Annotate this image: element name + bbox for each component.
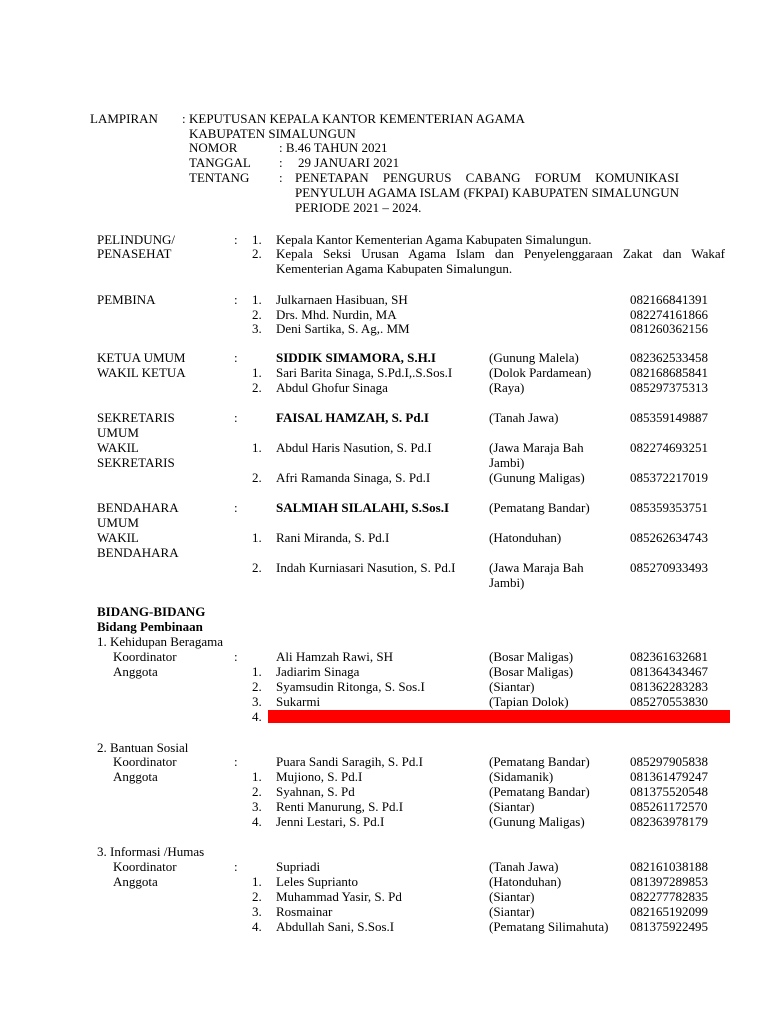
- pelindung-number-2: 2.: [252, 246, 262, 261]
- wakil-bendahara-phone: 085262634743: [630, 530, 708, 545]
- pelindung-separator: :: [234, 232, 238, 247]
- anggota-phone: 081375922495: [630, 919, 708, 934]
- wakil-ketua-number: 1.: [252, 365, 262, 380]
- ketua-name: SIDDIK SIMAMORA, S.H.I: [276, 350, 436, 365]
- anggota-name: Jadiarim Sinaga: [276, 664, 360, 679]
- bendahara-label: BENDAHARA: [97, 500, 179, 515]
- anggota-name: Sukarmi: [276, 694, 321, 709]
- tanggal-separator: :: [279, 155, 283, 170]
- decision-title-line1: KEPUTUSAN KEPALA KANTOR KEMENTERIAN AGAMA: [189, 111, 525, 126]
- bendahara-phone: 085359353751: [630, 500, 708, 515]
- pembina-name: Julkarnaen Hasibuan, SH: [276, 292, 408, 307]
- lampiran-label: LAMPIRAN: [90, 111, 158, 126]
- anggota-location: (Siantar): [489, 799, 535, 814]
- anggota-name: Leles Suprianto: [276, 874, 358, 889]
- koordinator-separator: :: [234, 754, 238, 769]
- anggota-number: 4.: [252, 814, 262, 829]
- koordinator-location: (Bosar Maligas): [489, 649, 574, 664]
- wakil-bendahara-name: Rani Miranda, S. Pd.I: [276, 530, 390, 545]
- pembina-separator: :: [234, 292, 238, 307]
- anggota-phone: 081362283283: [630, 679, 708, 694]
- koordinator-name: Puara Sandi Saragih, S. Pd.I: [276, 754, 423, 769]
- ketua-location: (Gunung Malela): [489, 350, 579, 365]
- anggota-location: (Gunung Maligas): [489, 814, 585, 829]
- anggota-name: Renti Manurung, S. Pd.I: [276, 799, 404, 814]
- wakil-ketua-location: (Dolok Pardamean): [489, 365, 592, 380]
- pelindung-item-2: Kepala Seksi Urusan Agama Islam dan Penyelenggaraan Zakat dan Wakaf Kementerian Agama Kabupaten Simalungun.: [276, 246, 725, 276]
- anggota-number: 2.: [252, 679, 262, 694]
- redaction-bar: [268, 710, 730, 723]
- koordinator-label: Koordinator: [113, 859, 177, 874]
- pembina-phone: 082274161866: [630, 307, 708, 322]
- wakil-sekretaris-number: 2.: [252, 470, 262, 485]
- anggota-number: 4.: [252, 709, 262, 724]
- sekretaris-separator: :: [234, 410, 238, 425]
- sekretaris-location: (Tanah Jawa): [489, 410, 559, 425]
- tentang-text: PENETAPAN PENGURUS CABANG FORUM KOMUNIKASI PENYULUH AGAMA ISLAM (FKPAI) KABUPATEN SIMALUNGUN PERIODE 2021 – 2024.: [295, 170, 679, 215]
- anggota-phone: 081375520548: [630, 784, 708, 799]
- anggota-number: 1.: [252, 874, 262, 889]
- pembina-phone: 081260362156: [630, 321, 708, 336]
- wakil-ketua-name: Abdul Ghofur Sinaga: [276, 380, 388, 395]
- anggota-label: Anggota: [113, 664, 158, 679]
- koordinator-label: Koordinator: [113, 754, 177, 769]
- anggota-location: (Sidamanik): [489, 769, 554, 784]
- pembina-number: 2.: [252, 307, 262, 322]
- pembina-number: 3.: [252, 321, 262, 336]
- wakil-sekretaris-location: (Jawa Maraja Bah: [489, 440, 584, 455]
- wakil-bendahara-phone: 085270933493: [630, 560, 708, 575]
- bendahara-location: (Pematang Bandar): [489, 500, 590, 515]
- pembina-name: Drs. Mhd. Nurdin, MA: [276, 307, 397, 322]
- pembina-number: 1.: [252, 292, 262, 307]
- wakil-sekretaris-label: WAKIL: [97, 440, 139, 455]
- sekretaris-label: UMUM: [97, 425, 139, 440]
- anggota-location: (Siantar): [489, 889, 535, 904]
- wakil-sekretaris-number: 1.: [252, 440, 262, 455]
- bendahara-separator: :: [234, 500, 238, 515]
- koordinator-label: Koordinator: [113, 649, 177, 664]
- wakil-bendahara-name: Indah Kurniasari Nasution, S. Pd.I: [276, 560, 456, 575]
- pembina-label: PEMBINA: [97, 292, 156, 307]
- nomor-value: : B.46 TAHUN 2021: [279, 140, 388, 155]
- anggota-name: Muhammad Yasir, S. Pd: [276, 889, 402, 904]
- bendahara-name: SALMIAH SILALAHI, S.Sos.I: [276, 500, 450, 515]
- nomor-label: NOMOR: [189, 140, 238, 155]
- sekretaris-name: FAISAL HAMZAH, S. Pd.I: [276, 410, 429, 425]
- wakil-bendahara-location: Jambi): [489, 575, 525, 590]
- wakil-bendahara-label: BENDAHARA: [97, 545, 179, 560]
- bidang-title: BIDANG-BIDANG: [97, 604, 206, 619]
- bendahara-label: UMUM: [97, 515, 139, 530]
- koordinator-phone: 082361632681: [630, 649, 708, 664]
- ketua-separator: :: [234, 350, 238, 365]
- wakil-bendahara-location: (Jawa Maraja Bah: [489, 560, 584, 575]
- anggota-phone: 085261172570: [630, 799, 708, 814]
- wakil-sekretaris-location: (Gunung Maligas): [489, 470, 585, 485]
- anggota-phone: 082165192099: [630, 904, 708, 919]
- koordinator-name: Ali Hamzah Rawi, SH: [276, 649, 393, 664]
- wakil-bendahara-location: (Hatonduhan): [489, 530, 562, 545]
- tanggal-value: 29 JANUARI 2021: [298, 155, 400, 170]
- decision-title-line2: KABUPATEN SIMALUNGUN: [189, 126, 356, 141]
- tanggal-label: TANGGAL: [189, 155, 251, 170]
- pembina-phone: 082166841391: [630, 292, 708, 307]
- koordinator-phone: 085297905838: [630, 754, 708, 769]
- anggota-number: 1.: [252, 664, 262, 679]
- anggota-phone: 082277782835: [630, 889, 708, 904]
- anggota-label: Anggota: [113, 874, 158, 889]
- anggota-number: 2.: [252, 889, 262, 904]
- bidang-subtitle: Bidang Pembinaan: [97, 619, 203, 634]
- anggota-number: 2.: [252, 784, 262, 799]
- anggota-location: (Siantar): [489, 679, 535, 694]
- wakil-ketua-location: (Raya): [489, 380, 525, 395]
- sekretaris-label: SEKRETARIS: [97, 410, 175, 425]
- anggota-location: (Hatonduhan): [489, 874, 562, 889]
- koordinator-location: (Tanah Jawa): [489, 859, 559, 874]
- anggota-location: (Tapian Dolok): [489, 694, 569, 709]
- anggota-phone: 081397289853: [630, 874, 708, 889]
- wakil-sekretaris-name: Abdul Haris Nasution, S. Pd.I: [276, 440, 432, 455]
- pembina-name: Deni Sartika, S. Ag,. MM: [276, 321, 410, 336]
- koordinator-separator: :: [234, 859, 238, 874]
- wakil-bendahara-number: 2.: [252, 560, 262, 575]
- tentang-separator: :: [279, 170, 283, 185]
- wakil-sekretaris-phone: 082274693251: [630, 440, 708, 455]
- wakil-ketua-name: Sari Barita Sinaga, S.Pd.I,.S.Sos.I: [276, 365, 453, 380]
- anggota-phone: 085270553830: [630, 694, 708, 709]
- pelindung-item-1: Kepala Kantor Kementerian Agama Kabupaten Simalungun.: [276, 232, 592, 247]
- wakil-sekretaris-location: Jambi): [489, 455, 525, 470]
- wakil-bendahara-label: WAKIL: [97, 530, 139, 545]
- anggota-name: Syamsudin Ritonga, S. Sos.I: [276, 679, 425, 694]
- pelindung-label-2: PENASEHAT: [97, 246, 172, 261]
- anggota-label: Anggota: [113, 769, 158, 784]
- anggota-location: (Pematang Silimahuta): [489, 919, 609, 934]
- ketua-phone: 082362533458: [630, 350, 708, 365]
- anggota-name: Rosmainar: [276, 904, 333, 919]
- anggota-location: (Bosar Maligas): [489, 664, 574, 679]
- anggota-name: Mujiono, S. Pd.I: [276, 769, 363, 784]
- wakil-sekretaris-phone: 085372217019: [630, 470, 708, 485]
- anggota-number: 3.: [252, 694, 262, 709]
- tentang-label: TENTANG: [189, 170, 250, 185]
- wakil-sekretaris-label: SEKRETARIS: [97, 455, 175, 470]
- anggota-phone: 081361479247: [630, 769, 708, 784]
- anggota-phone: 081364343467: [630, 664, 708, 679]
- anggota-location: (Siantar): [489, 904, 535, 919]
- anggota-phone: 082363978179: [630, 814, 708, 829]
- anggota-number: 4.: [252, 919, 262, 934]
- section-title: 3. Informasi /Humas: [97, 844, 205, 859]
- pelindung-label-1: PELINDUNG/: [97, 232, 175, 247]
- pelindung-number-1: 1.: [252, 232, 262, 247]
- anggota-number: 1.: [252, 769, 262, 784]
- koordinator-name: Supriadi: [276, 859, 321, 874]
- anggota-name: Syahnan, S. Pd: [276, 784, 355, 799]
- anggota-name: Abdullah Sani, S.Sos.I: [276, 919, 395, 934]
- sekretaris-phone: 085359149887: [630, 410, 708, 425]
- koordinator-phone: 082161038188: [630, 859, 708, 874]
- wakil-ketua-label: WAKIL KETUA: [97, 365, 186, 380]
- koordinator-separator: :: [234, 649, 238, 664]
- anggota-number: 3.: [252, 799, 262, 814]
- ketua-label: KETUA UMUM: [97, 350, 186, 365]
- anggota-name: Jenni Lestari, S. Pd.I: [276, 814, 385, 829]
- koordinator-location: (Pematang Bandar): [489, 754, 590, 769]
- anggota-location: (Pematang Bandar): [489, 784, 590, 799]
- section-title: 2. Bantuan Sosial: [97, 740, 189, 755]
- wakil-ketua-phone: 085297375313: [630, 380, 708, 395]
- wakil-bendahara-number: 1.: [252, 530, 262, 545]
- wakil-ketua-phone: 082168685841: [630, 365, 708, 380]
- wakil-ketua-number: 2.: [252, 380, 262, 395]
- anggota-number: 3.: [252, 904, 262, 919]
- lampiran-separator: :: [182, 111, 186, 126]
- wakil-sekretaris-name: Afri Ramanda Sinaga, S. Pd.I: [276, 470, 431, 485]
- section-title: 1. Kehidupan Beragama: [97, 634, 223, 649]
